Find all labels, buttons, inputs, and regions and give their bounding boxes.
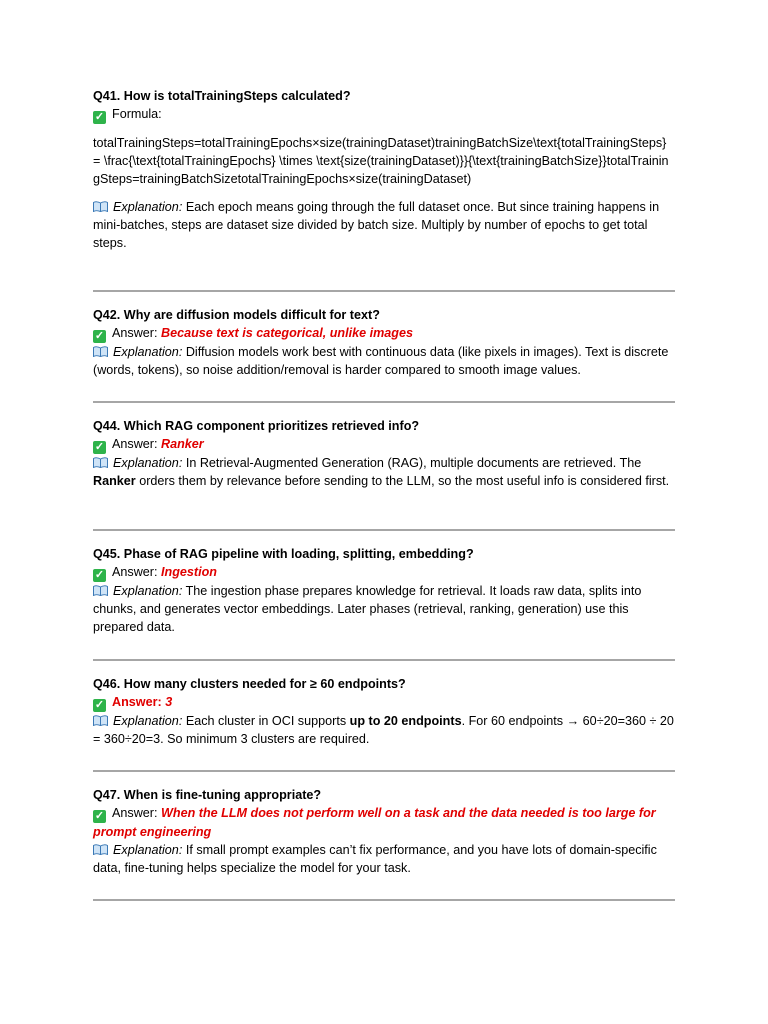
check-mark-icon: ✓ xyxy=(94,810,105,822)
explanation xyxy=(93,343,675,379)
explanation-text-cont: orders them by relevance before sending to the LLM, so the most useful info is considered first. xyxy=(135,474,670,488)
divider xyxy=(93,529,675,531)
open-book-icon xyxy=(93,844,108,855)
answer-line xyxy=(93,563,675,582)
explanation-label: Explanation: xyxy=(113,345,183,359)
explanation-text: If small prompt examples can’t fix performance, and you have lots of domain-specific data, fine-tuning helps specialize the model for your task. xyxy=(93,843,657,875)
explanation-text: The ingestion phase prepares knowledge for retrieval. It loads raw data, splits into chunks, and generates vector embeddings. Later phases (retrieval, ranking, generation) use this prepared data. xyxy=(93,584,642,634)
explanation xyxy=(93,712,675,748)
explanation xyxy=(93,198,675,252)
answer-text: Ingestion xyxy=(161,565,217,579)
divider xyxy=(93,659,675,661)
formula-text: totalTrainingSteps=totalTrainingEpochs×size(trainingDataset)trainingBatchSize\text{totalTrainingSteps} = \frac{\text{totalTrainingEpochs} \times \text{size(trainingDataset)}}{\text{trainingBatchSize}}totalTrainingSteps=trainingBatchSizetotalTrainingEpochs×size(trainingDataset) xyxy=(93,136,669,186)
question-q47 xyxy=(93,786,675,877)
explanation-text: Each cluster in OCI supports xyxy=(182,714,350,728)
question-q45 xyxy=(93,545,675,636)
divider xyxy=(93,899,675,901)
answer-label: Answer: xyxy=(112,695,166,709)
open-book-icon xyxy=(93,346,108,357)
explanation-label: Explanation: xyxy=(113,843,183,857)
answer-label: Answer: xyxy=(112,565,161,579)
explanation-text: Each epoch means going through the full dataset once. But since training happens in mini-batches, steps are dataset size divided by batch size. Multiply by number of epochs to get total steps. xyxy=(93,200,660,250)
answer-text: 3 xyxy=(165,695,173,709)
question-title: Q44. Which RAG component prioritizes retrieved info? xyxy=(93,419,420,433)
explanation xyxy=(93,841,675,877)
explanation-text-cont: . For 60 endpoints → 60÷20=360 ÷ 20 = 360÷20=3. So minimum 3 clusters are required. xyxy=(93,714,674,746)
question-q44 xyxy=(93,417,675,490)
question-title: Q45. Phase of RAG pipeline with loading, splitting, embedding? xyxy=(93,547,474,561)
divider xyxy=(93,290,675,292)
answer-text: Ranker xyxy=(161,437,204,451)
answer-line xyxy=(93,324,675,343)
check-mark-icon: ✓ xyxy=(94,441,105,453)
answer-label: Answer: xyxy=(112,326,161,340)
explanation-bold: Ranker xyxy=(93,474,136,488)
question-q41 xyxy=(93,87,675,252)
answer-line xyxy=(93,693,675,712)
question-title: Q42. Why are diffusion models difficult for text? xyxy=(93,308,380,322)
explanation-label: Explanation: xyxy=(113,584,183,598)
answer-label: Answer: xyxy=(112,437,161,451)
explanation xyxy=(93,454,675,490)
answer-text: Because text is categorical, unlike images xyxy=(161,326,413,340)
explanation-text: In Retrieval-Augmented Generation (RAG), multiple documents are retrieved. The xyxy=(182,456,642,470)
open-book-icon xyxy=(93,585,108,596)
question-q46 xyxy=(93,675,675,748)
check-mark-icon: ✓ xyxy=(94,569,105,581)
check-mark-icon: ✓ xyxy=(94,111,105,123)
explanation-label: Explanation: xyxy=(113,200,183,214)
open-book-icon xyxy=(93,457,108,468)
explanation-label: Explanation: xyxy=(113,456,183,470)
check-mark-icon: ✓ xyxy=(94,699,105,711)
open-book-icon xyxy=(93,715,108,726)
check-mark-icon: ✓ xyxy=(94,330,105,342)
divider xyxy=(93,401,675,403)
question-title: Q41. How is totalTrainingSteps calculated? xyxy=(93,89,351,103)
explanation-bold: up to 20 endpoints xyxy=(349,714,462,728)
answer-label: Answer: xyxy=(112,806,161,820)
explanation xyxy=(93,582,675,636)
answer-line xyxy=(93,435,675,454)
answer-line xyxy=(93,804,675,841)
formula-label-line xyxy=(93,105,675,124)
question-q42 xyxy=(93,306,675,379)
question-title: Q46. How many clusters needed for ≥ 60 endpoints? xyxy=(93,677,406,691)
question-title: Q47. When is fine-tuning appropriate? xyxy=(93,788,322,802)
explanation-label: Explanation: xyxy=(113,714,183,728)
open-book-icon xyxy=(93,201,108,212)
answer-text: When the LLM does not perform well on a task and the data needed is too large for prompt engineering xyxy=(93,806,656,839)
formula-label: Formula: xyxy=(112,107,162,121)
explanation-text: Diffusion models work best with continuous data (like pixels in images). Text is discrete (words, tokens), so noise addition/removal is harder compared to smooth image values. xyxy=(93,345,669,377)
divider xyxy=(93,770,675,772)
